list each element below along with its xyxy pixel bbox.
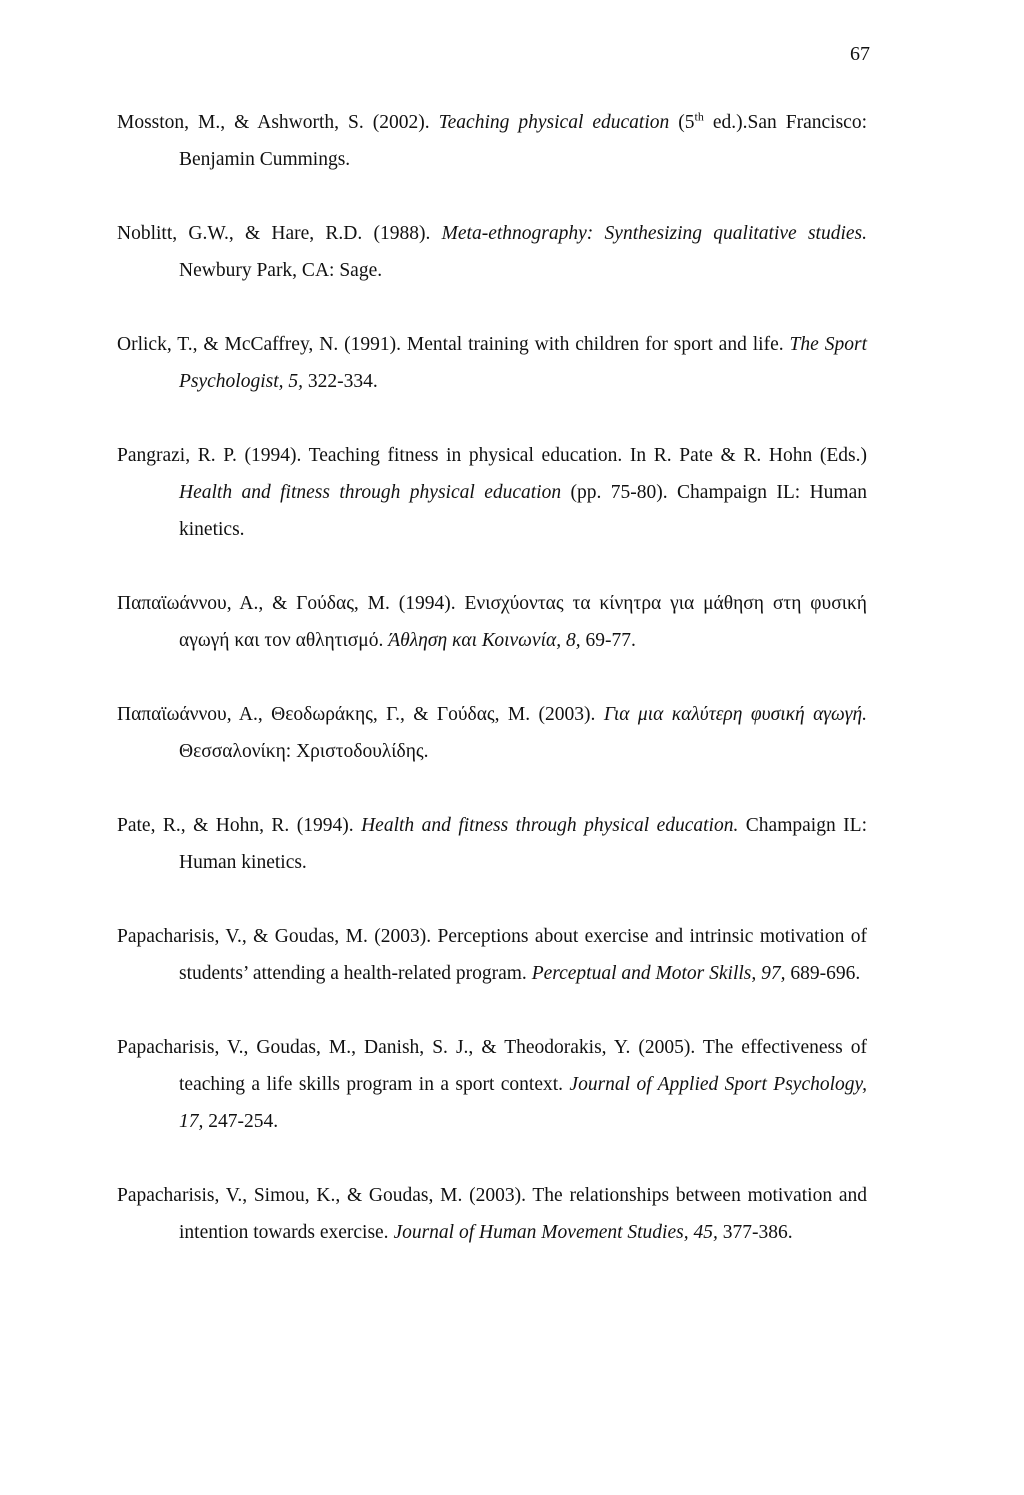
reference-text: Newbury Park, CA: Sage. <box>179 260 383 281</box>
reference-text: 247-254. <box>203 1111 279 1132</box>
reference-title-italic: Journal of Applied Sport Psychology, 17, <box>179 1074 867 1132</box>
reference-entry <box>117 215 867 289</box>
reference-text: Champaign IL: Human kinetics. <box>179 815 867 873</box>
reference-title-italic: Meta-ethnography: Synthesizing qualitative studies. <box>441 223 867 244</box>
reference-text: (5 <box>669 112 695 133</box>
reference-entry <box>117 1029 867 1140</box>
reference-entry <box>117 326 867 400</box>
reference-entry <box>117 104 867 178</box>
reference-text: Θεσσαλονίκη: Χριστοδουλίδης. <box>179 741 429 762</box>
reference-text: Noblitt, G.W., & Hare, R.D. (1988). <box>117 223 442 244</box>
reference-text: Παπαϊωάννου, Α., & Γούδας, Μ. (1994). Ενισχύοντας τα κίνητρα για μάθηση στη φυσική αγωγή και τον αθλητισμό. <box>117 593 867 651</box>
reference-title-italic: Health and fitness through physical education. <box>361 815 739 836</box>
reference-text: Pate, R., & Hohn, R. (1994). <box>117 815 362 836</box>
reference-text: (pp. 75-80). Champaign IL: Human kinetics. <box>179 482 867 540</box>
reference-title-italic: Teaching physical education <box>438 112 670 133</box>
reference-text: 69-77. <box>580 630 636 651</box>
reference-text: Papacharisis, V., Goudas, M., Danish, S. J., & Theodorakis, Y. (2005). The effectiveness of teaching a life skills program in a sport context. <box>117 1037 867 1095</box>
reference-text: Mosston, M., & Ashworth, S. (2002). <box>117 112 439 133</box>
reference-entry <box>117 807 867 881</box>
reference-entry <box>117 696 867 770</box>
reference-superscript: th <box>694 109 704 124</box>
reference-title-italic: Journal of Human Movement Studies, 45, <box>393 1222 718 1243</box>
reference-entry <box>117 585 867 659</box>
reference-entry <box>117 437 867 548</box>
reference-text: ed.).San Francisco: Benjamin Cummings. <box>179 112 867 170</box>
reference-text: Παπαϊωάννου, Α., Θεοδωράκης, Γ., & Γούδας, Μ. (2003). <box>117 704 604 725</box>
reference-title-italic: The Sport Psychologist, 5, <box>179 334 867 392</box>
reference-text: 377-386. <box>717 1222 793 1243</box>
reference-text: 322-334. <box>303 371 378 392</box>
reference-title-italic: Health and fitness through physical education <box>179 482 562 503</box>
reference-list <box>117 104 867 1288</box>
reference-entry <box>117 1177 867 1251</box>
reference-title-italic: Άθληση και Κοινωνία, 8, <box>388 630 581 651</box>
reference-text: 689-696. <box>785 963 861 984</box>
page-number: 67 <box>850 43 870 65</box>
reference-entry <box>117 918 867 992</box>
reference-text: Orlick, T., & McCaffrey, N. (1991). Mental training with children for sport and life. <box>117 334 790 355</box>
reference-text: Papacharisis, V., & Goudas, M. (2003). Perceptions about exercise and intrinsic motivation of students’ attending a health-related program. <box>117 926 867 984</box>
reference-text: Pangrazi, R. P. (1994). Teaching fitness in physical education. In R. Pate & R. Hohn (Eds.) <box>117 445 867 466</box>
reference-text: Papacharisis, V., Simou, K., & Goudas, M. (2003). The relationships between motivation and intention towards exercise. <box>117 1185 867 1243</box>
reference-title-italic: Για μια καλύτερη φυσική αγωγή. <box>603 704 867 725</box>
reference-title-italic: Perceptual and Motor Skills, 97, <box>531 963 786 984</box>
